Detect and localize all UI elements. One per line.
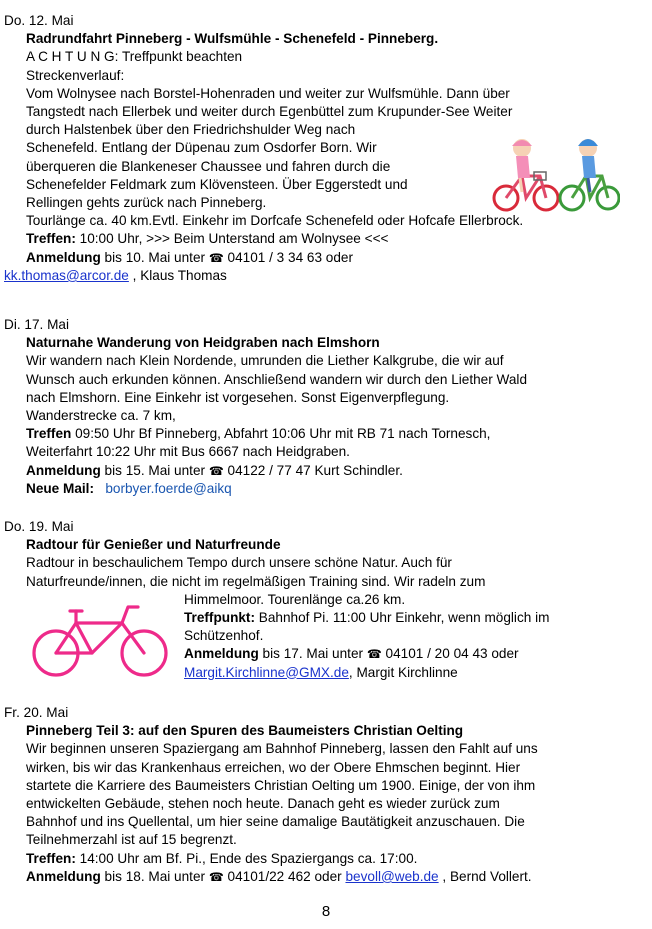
- description-line: nach Elmshorn. Eine Einkehr ist vorgesehen. Sonst Eigenverpflegung.: [26, 389, 450, 405]
- description-line: Wir beginnen unseren Spaziergang am Bahnhof Pinneberg, lassen den Fahlt auf uns: [26, 741, 538, 757]
- meeting-label: Treffen: [26, 426, 72, 442]
- description-line: wirken, bis wir das Krankenhaus erreichen, wo der Obere Ehmschen beginnt. Hier: [26, 759, 521, 775]
- registration-label: Anmeldung: [26, 249, 101, 265]
- telephone-icon: ☎: [208, 463, 224, 478]
- description-line: Weiterfahrt 10:22 Uhr mit Bus 6667 nach Heidgraben.: [26, 444, 350, 460]
- registration-phone: 04101 / 3 34 63 oder: [223, 249, 354, 265]
- event-date: Fr. 20. Mai: [4, 705, 69, 720]
- telephone-icon: ☎: [366, 647, 382, 662]
- email-line: [184, 664, 644, 682]
- telephone-icon: ☎: [208, 250, 224, 265]
- event-details-column: [184, 591, 644, 682]
- meeting-text: 14:00 Uhr am Bf. Pi., Ende des Spaziergangs ca. 17:00.: [75, 850, 418, 866]
- description-line: startete die Karriere des Baumeisters Christian Oelting um 1900. Einige, der von ihm: [26, 777, 536, 793]
- description-line: [26, 573, 644, 591]
- description-line: Teilnehmerzahl ist auf 15 begrenzt.: [26, 832, 237, 848]
- event-title: Radrundfahrt Pinneberg - Wulfsmühle - Schenefeld - Pinneberg.: [26, 31, 439, 47]
- registration-label: Anmeldung: [26, 462, 101, 478]
- registration-phone: 04122 / 77 47 Kurt Schindler.: [223, 462, 403, 478]
- contact-name: , Klaus Thomas: [128, 267, 227, 283]
- meeting-line: [26, 425, 644, 443]
- route-label: Streckenverlauf:: [26, 67, 125, 83]
- registration-line: [26, 868, 644, 886]
- new-mail-line: [26, 480, 644, 498]
- description-line: Wanderstrecke ca. 7 km,: [26, 408, 176, 424]
- registration-line: [184, 645, 644, 663]
- meeting-label: Treffpunkt:: [184, 610, 255, 626]
- registration-label: Anmeldung: [184, 646, 259, 662]
- attention-line: [26, 48, 644, 66]
- event-entry-4: [4, 704, 644, 886]
- registration-line: [26, 249, 644, 267]
- meeting-text: 10:00 Uhr, >>> Beim Unterstand am Wolnysee <<<: [75, 231, 389, 247]
- email-line: [4, 267, 644, 285]
- registration-text: bis 15. Mai unter: [100, 462, 209, 478]
- email-link[interactable]: kk.thomas@arcor.de: [4, 267, 129, 283]
- telephone-icon: ☎: [208, 869, 224, 884]
- description-line: Tangstedt nach Ellerbek und weiter durch Egenbüttel zum Krupunder-See Weiter: [26, 104, 513, 120]
- description-line: durch Halstenbek über den Friedrichshulder Weg nach: [26, 122, 356, 138]
- pink-bicycle-illustration: [32, 603, 170, 679]
- description-line: Radtour in beschaulichem Tempo durch unsere schöne Natur. Auch für: [26, 555, 452, 571]
- description-line: Schenefelder Feldmark zum Klövensteen. Über Eggerstedt und: [26, 176, 408, 192]
- description-line: Bahnhof und ins Quellental, um hier seine damalige Bautätigkeit anzuschauen. Die: [26, 814, 525, 830]
- registration-label: Anmeldung: [26, 868, 101, 884]
- description-line: Himmelmoor. Tourenlänge ca.26 km.: [184, 591, 406, 607]
- new-mail-label: Neue Mail:: [26, 480, 94, 496]
- registration-text: bis 10. Mai unter: [100, 249, 209, 265]
- registration-line: [26, 462, 644, 480]
- email-link[interactable]: Margit.Kirchlinne@GMX.de: [184, 664, 349, 680]
- registration-phone: 04101 / 20 04 43 oder: [381, 646, 519, 662]
- contact-name: , Bernd Vollert.: [438, 868, 532, 884]
- description-line: Vom Wolnysee nach Borstel-Hohenraden und weiter zur Wulfsmühle. Dann über: [26, 85, 510, 101]
- email-link[interactable]: bevoll@web.de: [345, 868, 439, 884]
- description-line: Schenefeld. Entlang der Düpenau zum Osdorfer Born. Wir: [26, 140, 377, 156]
- meeting-line: [26, 850, 644, 868]
- meeting-label: Treffen:: [26, 850, 76, 866]
- registration-phone: 04101/22 462 oder: [223, 868, 346, 884]
- description-line: Tourlänge ca. 40 km.Evtl. Einkehr im Dorfcafe Schenefeld oder Hofcafe Ellerbrock.: [26, 213, 524, 229]
- page-number: 8: [321, 903, 331, 920]
- new-mail-address[interactable]: borbyer.foerde@aikq: [105, 480, 232, 496]
- meeting-line: [184, 609, 644, 627]
- meeting-label: Treffen:: [26, 231, 76, 247]
- contact-name: , Margit Kirchlinne: [348, 664, 458, 680]
- registration-text: bis 17. Mai unter: [258, 646, 367, 662]
- meeting-text: 09:50 Uhr Bf Pinneberg, Abfahrt 10:06 Uhr mit RB 71 nach Tornesch,: [71, 426, 491, 442]
- event-date: Di. 17. Mai: [4, 317, 69, 332]
- description-text: Wir radeln zum: [390, 573, 486, 589]
- description-line: entwickelten Gebäude, stehen noch heute. Danach geht es wieder zurück zum: [26, 796, 500, 812]
- description-line: Wir wandern nach Klein Nordende, umrunden die Liether Kalkgrube, die wir auf: [26, 353, 504, 369]
- children-on-bicycles-illustration: [492, 132, 620, 214]
- description-line: Rellingen gehts zurück nach Pinneberg.: [26, 195, 267, 211]
- description-line: überqueren die Blankeneser Chaussee und fahren durch die: [26, 158, 391, 174]
- description-text: Naturfreunde/innen, die nicht im regelmäßigen Training sind.: [26, 573, 391, 589]
- attention-word: A C H T U N G: [26, 49, 115, 65]
- meeting-text: Bahnhof Pi. 11:00 Uhr Einkehr, wenn möglich im: [254, 610, 550, 626]
- event-entry-2: [4, 316, 644, 498]
- attention-text: : Treffpunkt beachten: [114, 49, 243, 65]
- description-line: Wunsch auch erkunden können. Anschließend wandern wir durch den Liether Wald: [26, 371, 528, 387]
- event-title: Radtour für Genießer und Naturfreunde: [26, 537, 281, 553]
- event-title: Naturnahe Wanderung von Heidgraben nach Elmshorn: [26, 335, 380, 351]
- event-date: Do. 12. Mai: [4, 13, 74, 28]
- event-title: Pinneberg Teil 3: auf den Spuren des Baumeisters Christian Oelting: [26, 723, 464, 739]
- meeting-line: [26, 230, 644, 248]
- event-date: Do. 19. Mai: [4, 519, 74, 534]
- registration-text: bis 18. Mai unter: [100, 868, 209, 884]
- description-line: Schützenhof.: [184, 628, 264, 644]
